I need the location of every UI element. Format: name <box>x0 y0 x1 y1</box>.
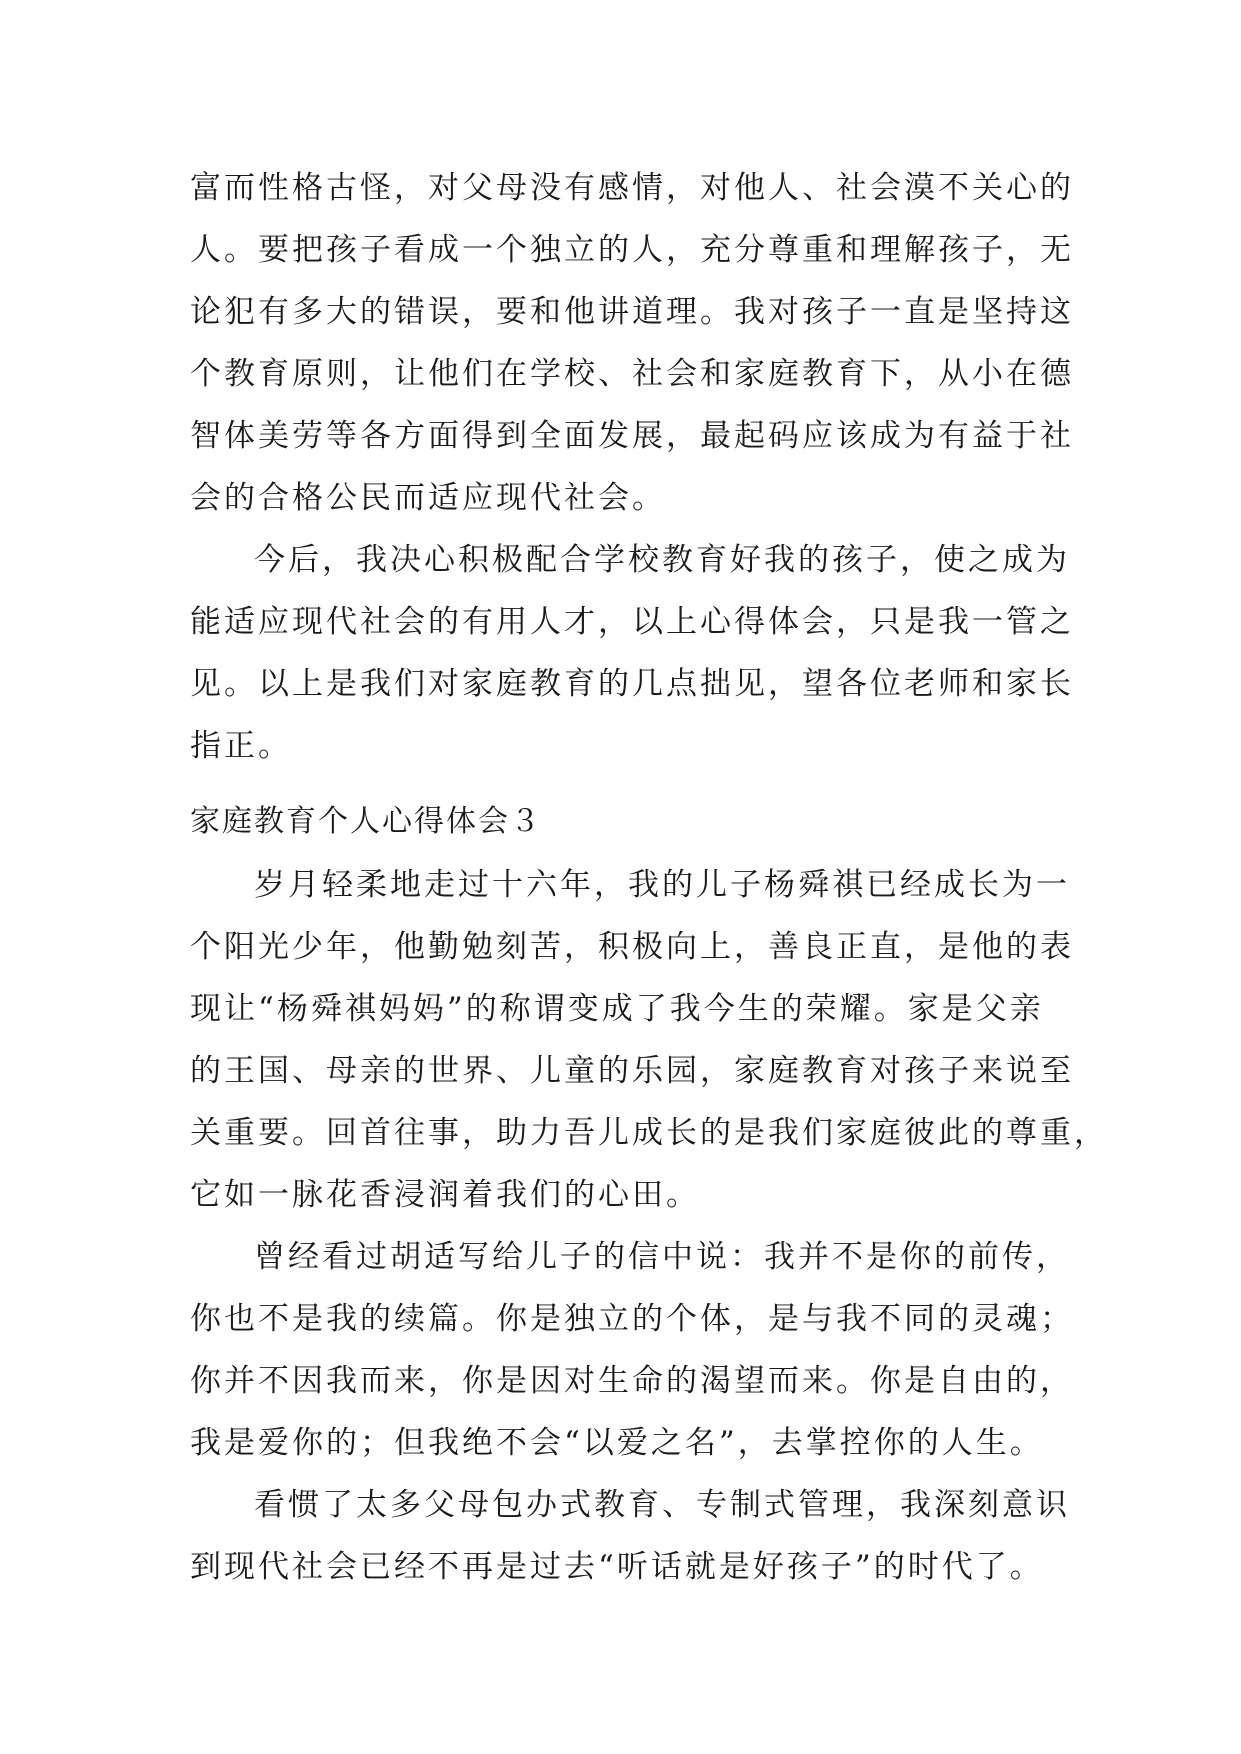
text-line: 个教育原则，让他们在学校、社会和家庭教育下，从小在德 <box>190 356 1074 392</box>
text-line: 指正。 <box>190 728 292 764</box>
paragraph <box>190 854 1108 1226</box>
text-line: 你并不因我而来，你是因对生命的渴望而来。你是自由的， <box>190 1363 1074 1399</box>
text-line: 你也不是我的续篇。你是独立的个体，是与我不同的灵魂； <box>190 1301 1074 1337</box>
text-line: 看惯了太多父母包办式教育、专制式管理，我深刻意识 <box>254 1487 1070 1523</box>
text-line: 关重要。回首往事，助力吾儿成长的是我们家庭彼此的尊重， <box>190 1115 1108 1151</box>
text-line: 它如一脉花香浸润着我们的心田。 <box>190 1177 700 1213</box>
text-line: 个阳光少年，他勤勉刻苦，积极向上，善良正直，是他的表 <box>190 929 1074 965</box>
text-line: 现让“杨舜祺妈妈”的称谓变成了我今生的荣耀。家是父亲 <box>190 991 1044 1027</box>
lower-text-block <box>190 854 1108 1598</box>
text-line: 智体美劳等各方面得到全面发展，最起码应该成为有益于社 <box>190 418 1074 454</box>
text-line: 会的合格公民而适应现代社会。 <box>190 480 666 516</box>
text-line: 人。要把孩子看成一个独立的人，充分尊重和理解孩子，无 <box>190 232 1074 268</box>
paragraph <box>190 529 1074 777</box>
text-line: 见。以上是我们对家庭教育的几点拙见，望各位老师和家长 <box>190 666 1074 702</box>
text-line: 论犯有多大的错误，要和他讲道理。我对孩子一直是坚持这 <box>190 294 1074 330</box>
text-line: 岁月轻柔地走过十六年，我的儿子杨舜祺已经成长为一 <box>254 867 1070 903</box>
paragraph <box>190 1226 1074 1474</box>
text-line: 曾经看过胡适写给儿子的信中说：我并不是你的前传， <box>254 1239 1070 1275</box>
paragraph <box>190 157 1074 529</box>
upper-text-block <box>190 157 1074 777</box>
text-line: 我是爱你的；但我绝不会“以爱之名”，去掌控你的人生。 <box>190 1425 1044 1461</box>
text-line: 的王国、母亲的世界、儿童的乐园，家庭教育对孩子来说至 <box>190 1053 1074 1089</box>
text-line: 到现代社会已经不再是过去“听话就是好孩子”的时代了。 <box>190 1549 1044 1585</box>
text-line: 能适应现代社会的有用人才，以上心得体会，只是我一管之 <box>190 604 1074 640</box>
paragraph <box>190 1474 1070 1598</box>
text-line: 富而性格古怪，对父母没有感情，对他人、社会漠不关心的 <box>190 170 1074 206</box>
text-line: 今后，我决心积极配合学校教育好我的孩子，使之成为 <box>254 542 1070 578</box>
section-heading: 家庭教育个人心得体会３ <box>190 804 542 839</box>
